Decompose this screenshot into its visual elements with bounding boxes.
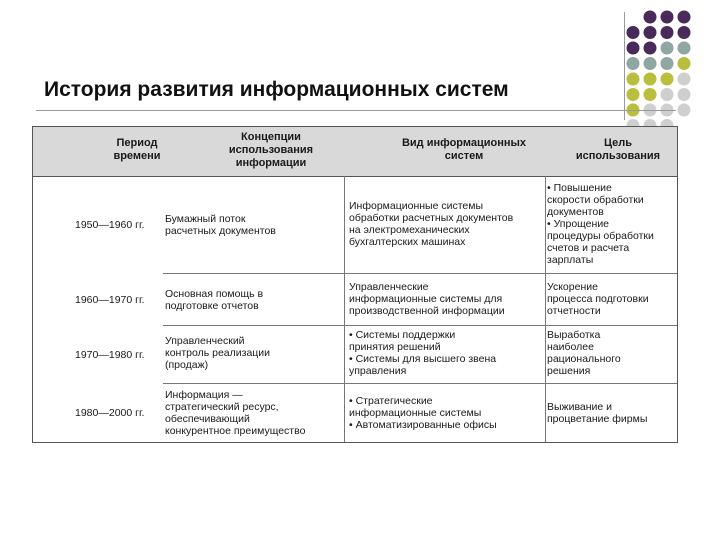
row4-concept: Информация — стратегический ресурс, обеспечивающий конкурентное преимущество: [165, 389, 306, 437]
decorative-dot: [678, 57, 691, 70]
row2-period: 1960—1970 гг.: [75, 294, 145, 306]
vertical-divider-line: [624, 12, 625, 120]
decorative-dot: [644, 57, 657, 70]
decorative-dot: [678, 104, 691, 117]
header-goal: Цель использования: [575, 137, 661, 162]
row2-goal: Ускорение процесса подготовки отчетности: [547, 281, 649, 317]
table-header-row: [33, 127, 677, 177]
header-period: Период времени: [113, 137, 161, 162]
decorative-dot: [627, 42, 640, 55]
row3-type: • Системы поддержки принятия решений • Системы для высшего звена управления: [349, 329, 497, 377]
history-table: [32, 126, 678, 443]
decorative-dot: [644, 73, 657, 86]
row3-goal: Выработка наиболее рационального решения: [547, 329, 621, 377]
row1-type: Информационные системы обработки расчетных документов на электромеханических бухгалтерских машинах: [349, 200, 514, 248]
decorative-dot: [661, 88, 674, 101]
decorative-dot: [678, 73, 691, 86]
decorative-dot: [644, 26, 657, 39]
decorative-dot: [661, 57, 674, 70]
row4-goal: Выживание и процветание фирмы: [547, 401, 648, 425]
decorative-dot: [661, 73, 674, 86]
row2-concept: Основная помощь в подготовке отчетов: [165, 288, 264, 312]
row2-type: Управленческие информационные системы для производственной информации: [349, 281, 505, 317]
decorative-dot: [661, 11, 674, 24]
row-separator: [163, 325, 677, 326]
decorative-dot: [661, 42, 674, 55]
decorative-dot: [627, 26, 640, 39]
column-separator: [344, 176, 345, 442]
row1-concept: Бумажный поток расчетных документов: [165, 213, 276, 237]
row3-concept: Управленческий контроль реализации (продаж): [165, 335, 271, 371]
row4-period: 1980—2000 гг.: [75, 407, 145, 419]
decorative-dot: [678, 26, 691, 39]
row1-goal: • Повышение скорости обработки документов • Упрощение процедуры обработки счетов и расчета зарплаты: [547, 182, 654, 266]
column-separator: [545, 176, 546, 442]
decorative-dot: [644, 11, 657, 24]
decorative-dot: [627, 73, 640, 86]
header-type: Вид информационных систем: [401, 137, 527, 162]
decorative-dot: [644, 88, 657, 101]
decorative-dot: [661, 26, 674, 39]
row4-type: • Стратегические информационные системы • Автоматизированные офисы: [349, 395, 497, 431]
title-underline: [36, 110, 676, 111]
decorative-dot: [627, 57, 640, 70]
row3-period: 1970—1980 гг.: [75, 349, 145, 361]
decorative-dot: [627, 88, 640, 101]
header-concept: Концепции использования информации: [228, 131, 314, 169]
decorative-dot: [678, 11, 691, 24]
decorative-dot: [644, 42, 657, 55]
row-separator: [163, 273, 677, 274]
row-separator: [163, 383, 677, 384]
row1-period: 1950—1960 гг.: [75, 219, 145, 231]
decorative-dot: [678, 88, 691, 101]
decorative-dot: [678, 42, 691, 55]
page-title: История развития информационных систем: [44, 78, 509, 101]
